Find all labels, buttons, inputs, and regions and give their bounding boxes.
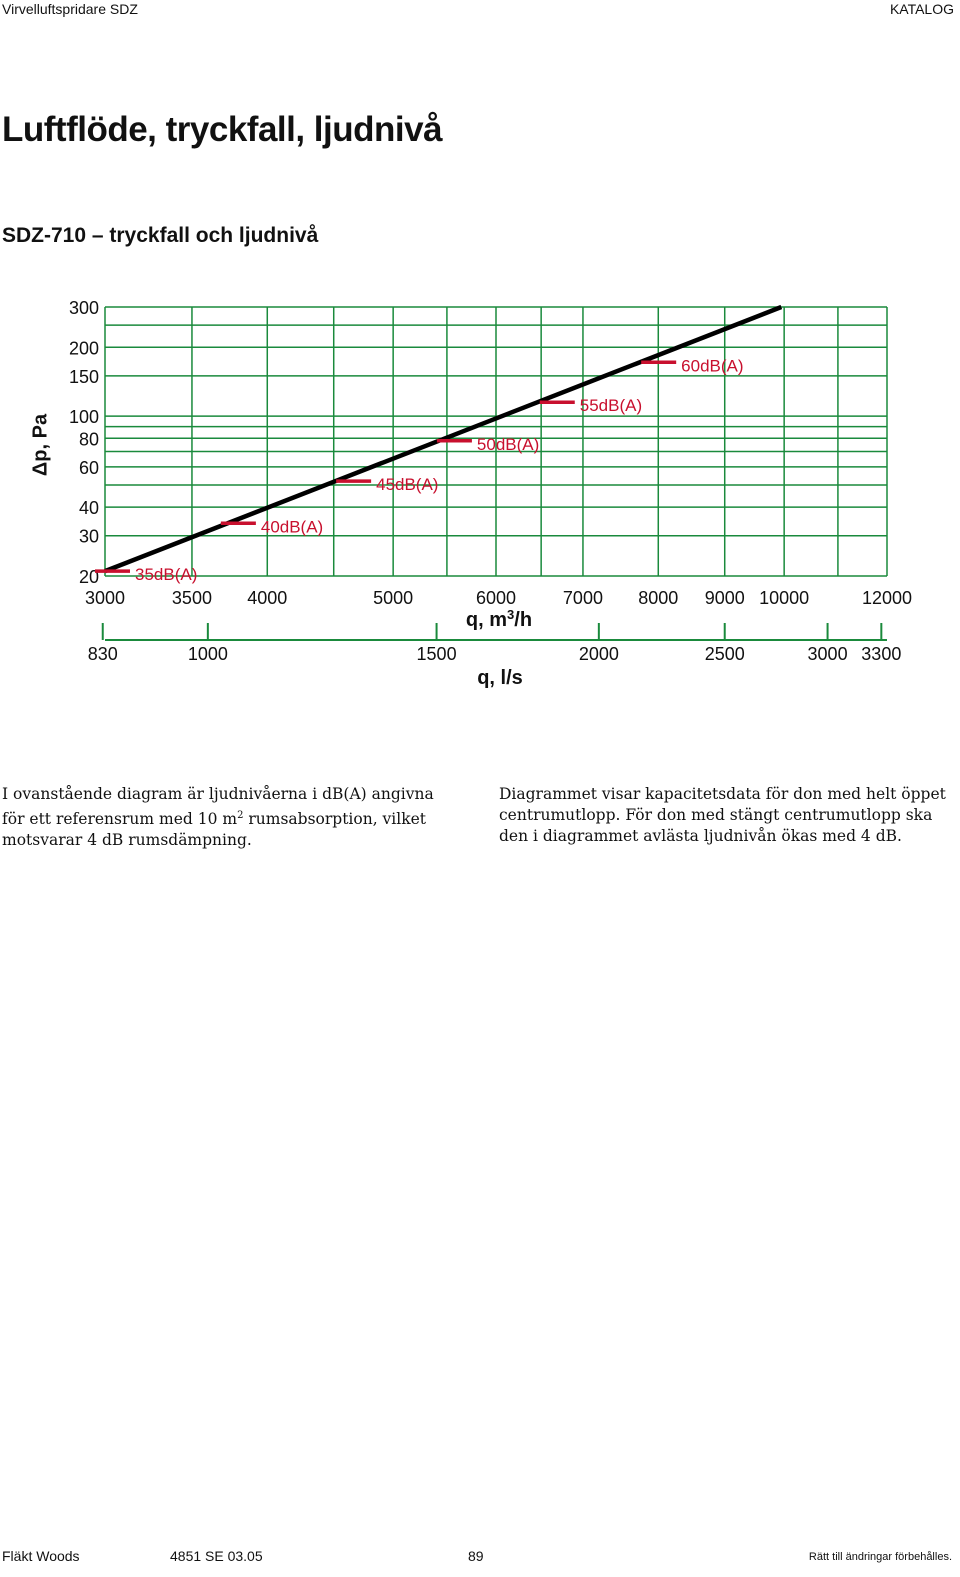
x-tick-label: 10000 <box>759 588 810 608</box>
x-tick-label: 3500 <box>171 588 212 608</box>
secondary-axis-tick-label: 1500 <box>416 644 457 664</box>
x2-axis-title: q, l/s <box>477 667 523 689</box>
x-tick-label: 12000 <box>861 588 913 608</box>
x-axis-title <box>466 607 532 631</box>
footer-document-code: 4851 SE 03.05 <box>170 1548 263 1564</box>
y-tick-label: 20 <box>78 567 99 587</box>
x-tick-label: 4000 <box>247 588 288 608</box>
header-catalog-label: KATALOG <box>889 1 954 17</box>
sound-level-label: 45dB(A) <box>376 475 439 495</box>
secondary-axis-tick-label: 3000 <box>807 644 848 664</box>
y-tick-label: 30 <box>78 526 99 547</box>
y-axis-title-text: Δp, Pa <box>29 413 52 477</box>
description-left <box>2 784 447 851</box>
header-product-name: Virvelluftspridare SDZ <box>2 1 138 17</box>
footer-company: Fläkt Woods <box>2 1548 80 1564</box>
y-tick-label: 150 <box>68 366 99 387</box>
description-left-pre: I ovanstående diagram är ljudnivåerna i dB(A) angivna för ett referensrum med 10 m <box>2 785 434 829</box>
x-tick-label: 8000 <box>638 588 679 608</box>
secondary-axis-tick-label: 2500 <box>704 644 745 664</box>
footer-page-number: 89 <box>468 1548 484 1564</box>
section-title: SDZ-710 – tryckfall och ljudnivå <box>2 224 319 247</box>
secondary-axis-tick-label: 830 <box>87 644 118 664</box>
sound-level-label: 55dB(A) <box>579 396 643 416</box>
x-tick-label: 9000 <box>704 588 745 608</box>
secondary-axis-tick-label: 2000 <box>578 644 619 664</box>
sound-level-label: 50dB(A) <box>476 434 540 454</box>
sound-level-label: 60dB(A) <box>681 356 744 376</box>
secondary-axis-tick-label: 1000 <box>187 644 228 664</box>
page-title: Luftflöde, tryckfall, ljudnivå <box>2 110 443 149</box>
y-tick-label: 40 <box>78 498 99 519</box>
secondary-axis-tick-label: 3300 <box>861 644 902 664</box>
y-tick-label: 300 <box>68 298 99 318</box>
pressure-sound-chart <box>0 290 960 700</box>
x-axis-title-main: q, m <box>465 609 508 631</box>
x-tick-labels <box>85 588 912 608</box>
x-axis-title-tail: /h <box>514 609 533 631</box>
description-left-superscript: 2 <box>237 810 244 821</box>
x-tick-label: 5000 <box>373 588 414 608</box>
footer-rights-notice: Rätt till ändringar förbehålles. <box>808 1551 952 1563</box>
y-tick-labels <box>69 298 99 587</box>
x-tick-label: 7000 <box>562 588 603 608</box>
description-right: Diagrammet visar kapacitetsdata för don med helt öppet centrumutlopp. För don med stängt centrumutlopp ska den i diagrammet avlästa ljudnivån ökas med 4 dB. <box>499 785 946 845</box>
sound-level-label: 35dB(A) <box>135 565 198 585</box>
sound-level-label: 40dB(A) <box>260 517 324 537</box>
x-axis-title-superscript: 3 <box>507 607 515 622</box>
y-tick-label: 100 <box>68 407 99 428</box>
x-tick-label: 3000 <box>84 588 126 608</box>
description-left-post: rumsabsorption, vilket motsvarar 4 dB rumsdämpning. <box>2 810 427 850</box>
x-tick-label: 6000 <box>475 588 517 608</box>
y-tick-label: 60 <box>78 457 99 478</box>
y-tick-label: 200 <box>68 338 99 359</box>
y-tick-label: 80 <box>78 429 99 450</box>
